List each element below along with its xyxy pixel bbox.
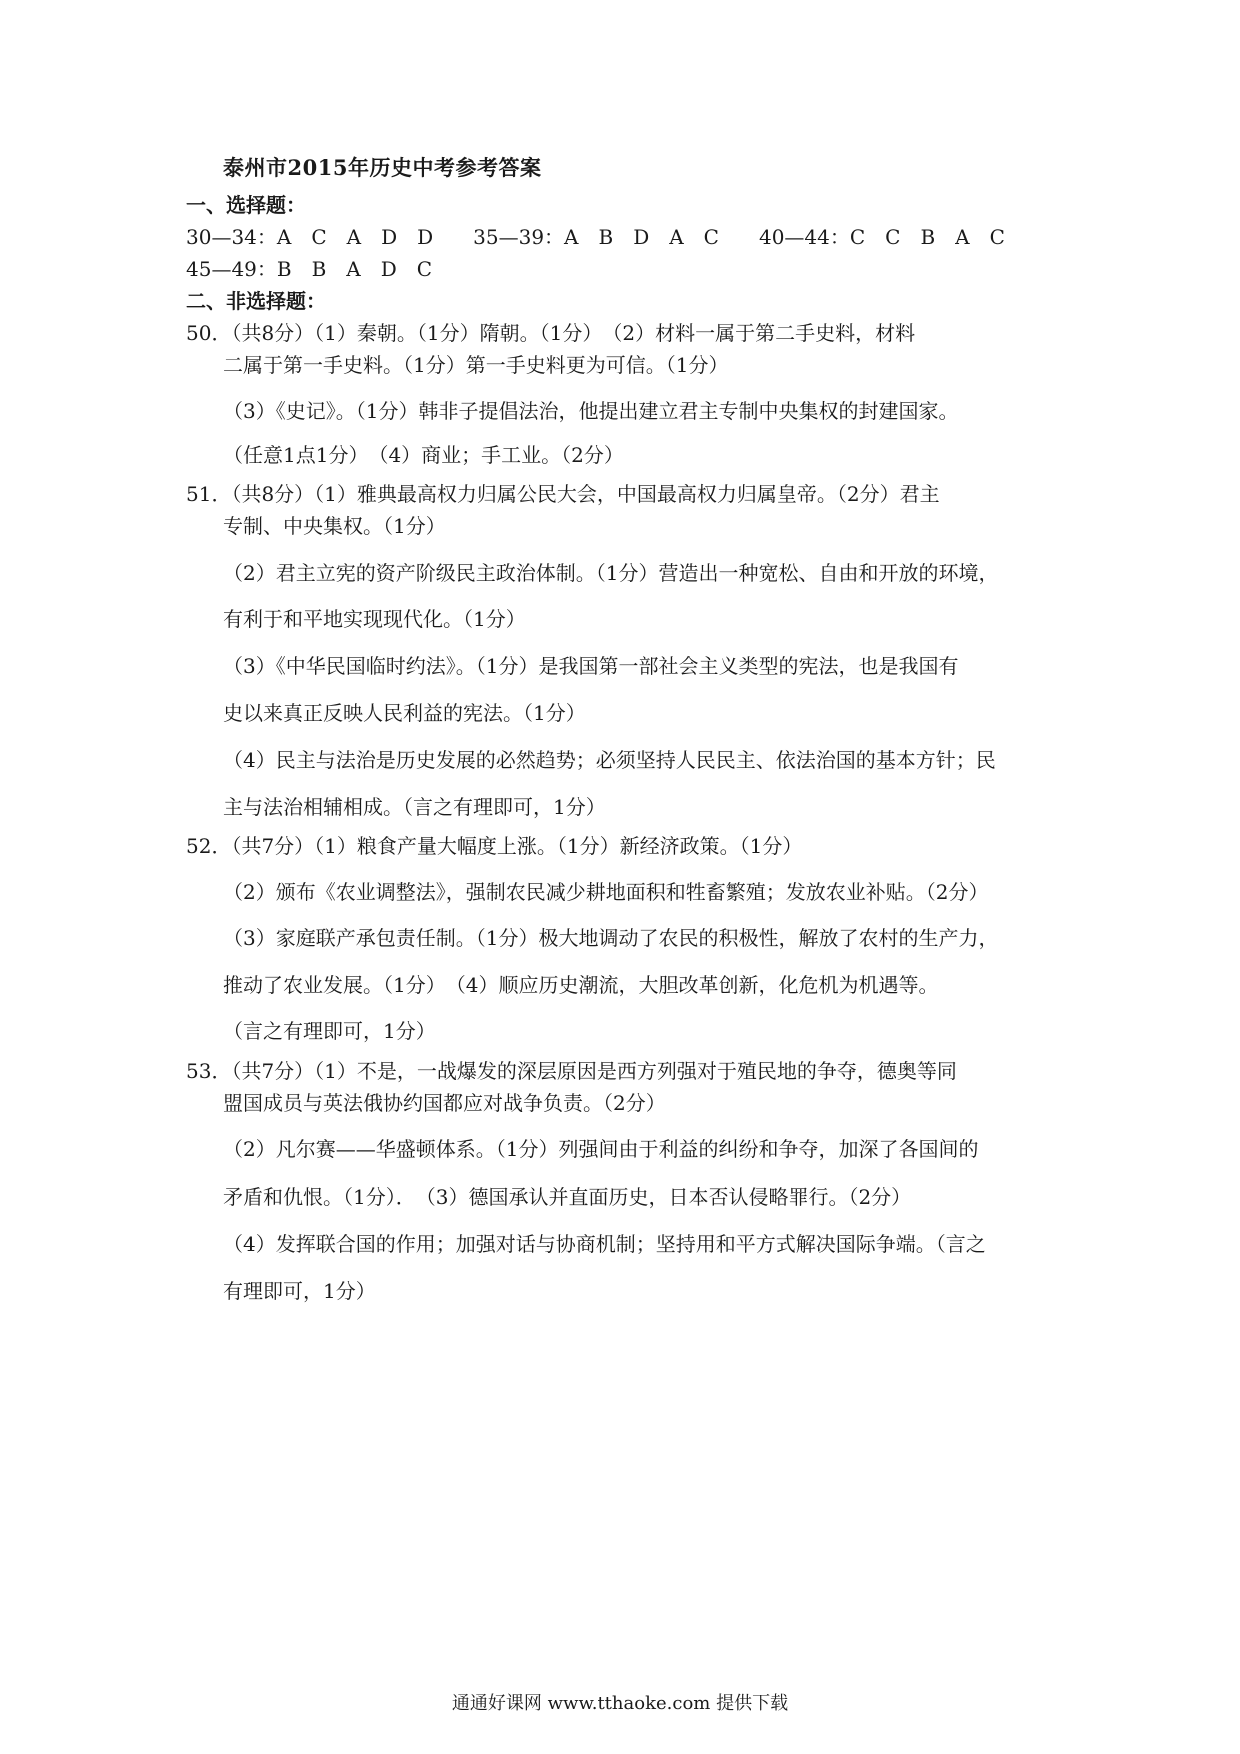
section-heading-non-choice: 二、非选择题： bbox=[186, 289, 326, 313]
answer-line: （4）民主与法治是历史发展的必然趋势；必须坚持人民民主、依法治国的基本方针；民 bbox=[223, 748, 996, 772]
answer-line: 矛盾和仇恨。（1分）． （3）德国承认并直面历史，日本否认侵略罪行。（2分） bbox=[223, 1185, 912, 1209]
answer-line: （任意1点1分） （4）商业；手工业。（2分） bbox=[223, 443, 624, 467]
answer-line: 50．（共8分）（1）秦朝。（1分）隋朝。（1分） （2）材料一属于第二手史料，材料 bbox=[186, 321, 916, 345]
answer-line: 专制、中央集权。（1分） bbox=[223, 514, 446, 538]
answer-line: （2）颁布《农业调整法》，强制农民减少耕地面积和牲畜繁殖；发放农业补贴。（2分） bbox=[223, 880, 989, 904]
footer-source: 通通好课网 www.tthaoke.com 提供下载 bbox=[451, 1693, 789, 1714]
answer-line: 53．（共7分）（1）不是，一战爆发的深层原因是西方列强对于殖民地的争夺，德奥等同 bbox=[186, 1059, 957, 1083]
answer-row: 45—49：B B A D C bbox=[186, 257, 433, 281]
answer-row: 30—34：A C A D D 35—39：A B D A C 40—44：C C B A C bbox=[186, 225, 1005, 249]
answer-line: 推动了农业发展。（1分） （4）顺应历史潮流，大胆改革创新，化危机为机遇等。 bbox=[223, 973, 939, 997]
answer-line: （言之有理即可，1分） bbox=[223, 1019, 436, 1043]
answer-line: （3）《史记》。（1分）韩非子提倡法治，他提出建立君主专制中央集权的封建国家。 bbox=[223, 399, 959, 423]
answer-line: 主与法治相辅相成。（言之有理即可，1分） bbox=[223, 795, 606, 819]
answer-line: （3）《中华民国临时约法》。（1分）是我国第一部社会主义类型的宪法，也是我国有 bbox=[223, 654, 959, 678]
page-title: 泰州市2015年历史中考参考答案 bbox=[223, 155, 542, 180]
answer-line: （3）家庭联产承包责任制。（1分）极大地调动了农民的积极性，解放了农村的生产力， bbox=[223, 926, 999, 950]
answer-line: 二属于第一手史料。（1分）第一手史料更为可信。（1分） bbox=[223, 353, 729, 377]
answer-line: 有利于和平地实现现代化。（1分） bbox=[223, 607, 526, 631]
answer-line: 51．（共8分）（1）雅典最高权力归属公民大会，中国最高权力归属皇帝。（2分）君主 bbox=[186, 482, 940, 506]
section-heading-multiple-choice: 一、选择题： bbox=[186, 193, 306, 217]
answer-line: 有理即可，1分） bbox=[223, 1279, 376, 1303]
answer-line: （2）凡尔赛——华盛顿体系。（1分）列强间由于利益的纠纷和争夺，加深了各国间的 bbox=[223, 1137, 979, 1161]
answer-line: （2）君主立宪的资产阶级民主政治体制。（1分）营造出一种宽松、自由和开放的环境， bbox=[223, 561, 999, 585]
answer-line: 盟国成员与英法俄协约国都应对战争负责。（2分） bbox=[223, 1091, 666, 1115]
answer-line: （4）发挥联合国的作用；加强对话与协商机制；坚持用和平方式解决国际争端。（言之 bbox=[223, 1232, 986, 1256]
answer-line: 52．（共7分）（1）粮食产量大幅度上涨。（1分）新经济政策。（1分） bbox=[186, 834, 803, 858]
answer-line: 史以来真正反映人民利益的宪法。（1分） bbox=[223, 701, 586, 725]
